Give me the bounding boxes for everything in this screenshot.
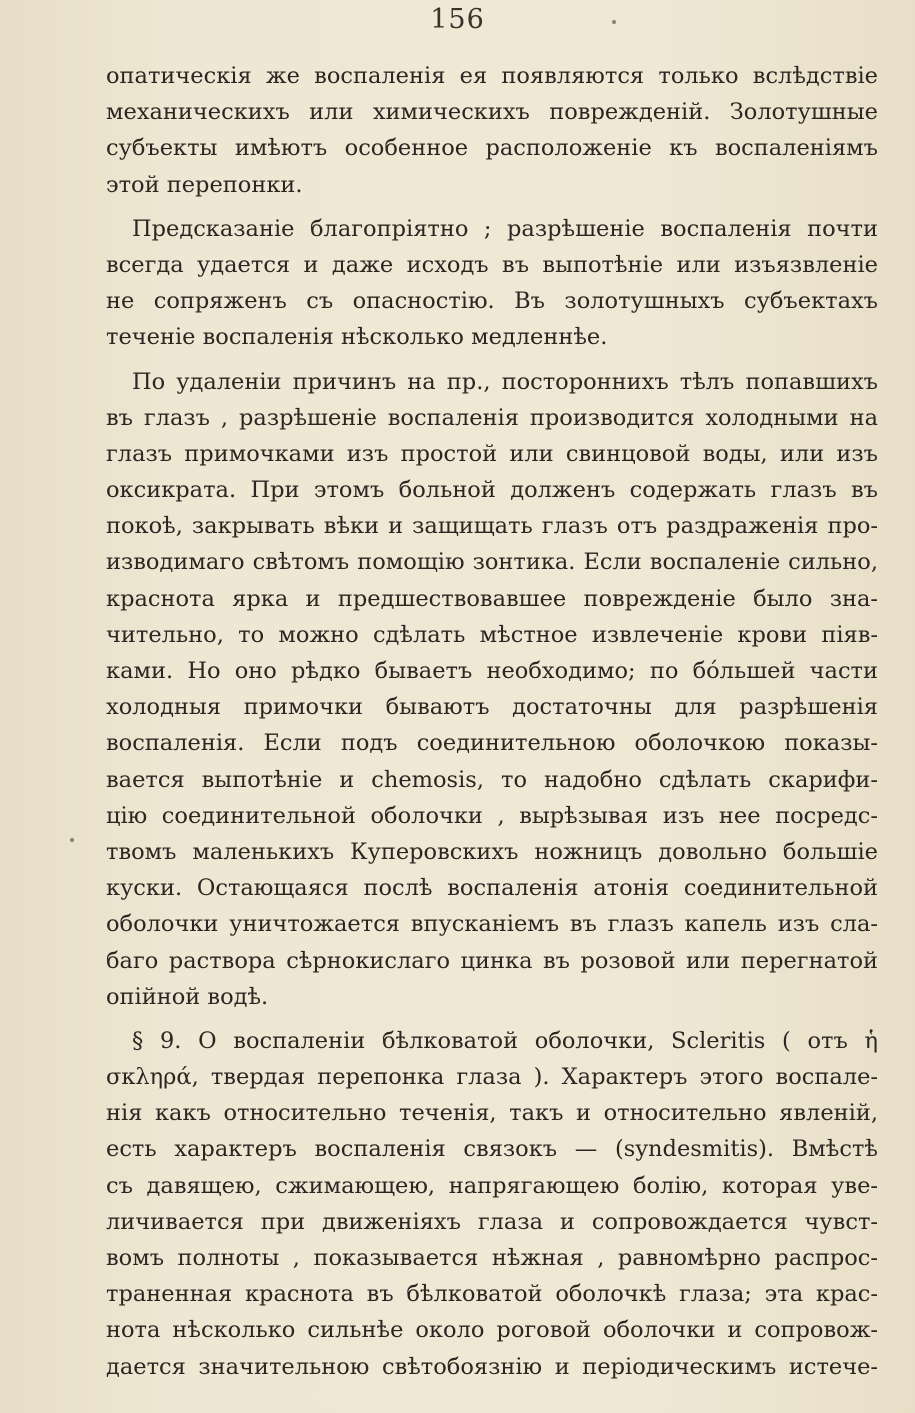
text-line: дается значительною свѣтобоязнію и періодическимъ истече- <box>106 1353 878 1380</box>
text-line: въ глазъ , разрѣшеніе воспаленія производится холодными на <box>106 404 878 431</box>
text-line: изводимаго свѣтомъ помощію зонтика. Если воспаленіе сильно, <box>106 549 878 576</box>
text-line: Предсказаніе благопріятно ; разрѣшеніе воспаленія почти <box>132 215 878 242</box>
text-line: всегда удается и даже исходъ въ выпотѣніе или изъязвленіе <box>106 251 878 278</box>
text-line: теченіе воспаленія нѣсколько медленнѣе. <box>106 324 608 351</box>
text-line: опійной водѣ. <box>106 983 269 1010</box>
text-line: вается выпотѣніе и chemosis, то надобно сдѣлать скарифи- <box>106 766 878 793</box>
text-line: нія какъ относительно теченія, такъ и относительно явленій, <box>106 1100 878 1127</box>
text-line: твомъ маленькихъ Куперовскихъ ножницъ довольно большіе <box>106 838 878 865</box>
text-line: нота нѣсколько сильнѣе около роговой оболочки и сопровож- <box>106 1317 878 1344</box>
text-line: покоѣ, закрывать вѣки и защищать глазъ отъ раздраженія про- <box>106 513 878 540</box>
text-line: механическихъ или химическихъ поврежденій. Золотушные <box>106 99 878 126</box>
text-line: личивается при движеніяхъ глаза и сопровождается чувст- <box>106 1208 878 1235</box>
text-line: холодныя примочки бываютъ достаточны для разрѣшенія <box>106 694 878 721</box>
text-line: вомъ полноты , показывается нѣжная , равномѣрно распрос- <box>106 1245 878 1271</box>
text-line: не сопряженъ съ опасностію. Въ золотушныхъ субъектахъ <box>106 288 878 315</box>
paragraph <box>106 211 878 356</box>
paragraph <box>106 58 878 203</box>
page-number: 156 <box>430 4 485 35</box>
paragraph <box>106 1023 878 1385</box>
text-line: баго раствора сѣрнокислаго цинка въ розовой или перегнатой <box>106 947 878 974</box>
paragraph <box>106 364 878 1015</box>
section-heading-line: § 9. О воспаленіи бѣлковатой оболочки, Scleritis ( отъ ἡ <box>132 1027 878 1054</box>
text-line: съ давящею, сжимающею, напрягающею болію, которая уве- <box>106 1172 878 1199</box>
ink-speck <box>612 20 616 24</box>
text-line: этой перепонки. <box>106 171 303 198</box>
text-line: субъекты имѣютъ особенное расположеніе къ воспаленіямъ <box>106 135 878 162</box>
text-line: опатическія же воспаленія ея появляются только вслѣдствіе <box>106 63 878 89</box>
text-line: траненная краснота въ бѣлковатой оболочкѣ глаза; эта крас- <box>106 1281 878 1308</box>
text-line: куски. Остающаяся послѣ воспаленія атонія соединительной <box>106 875 878 902</box>
text-line: чительно, то можно сдѣлать мѣстное извлеченіе крови піяв- <box>106 621 878 648</box>
body-text <box>106 58 878 1385</box>
text-line: По удаленіи причинъ на пр., постороннихъ тѣлъ попавшихъ <box>132 368 878 395</box>
ink-speck <box>70 838 74 842</box>
text-line: есть характеръ воспаленія связокъ — (syndesmitis). Вмѣстѣ <box>106 1136 878 1163</box>
text-line: краснота ярка и предшествовавшее поврежденіе было зна- <box>106 585 878 612</box>
text-line: оксикрата. При этомъ больной долженъ содержать глазъ въ <box>106 477 878 504</box>
text-line: цію соединительной оболочки , вырѣзывая изъ нее посредс- <box>106 802 878 829</box>
text-line: ками. Но оно рѣдко бываетъ необходимо; по бо́льшей части <box>106 658 878 684</box>
text-line: воспаленія. Если подъ соединительною оболочкою показы- <box>106 730 878 757</box>
text-line: глазъ примочками изъ простой или свинцовой воды, или изъ <box>106 440 878 467</box>
text-line: оболочки уничтожается впусканіемъ въ глазъ капель изъ сла- <box>106 911 878 938</box>
text-line: σκληρά, твердая перепонка глаза ). Характеръ этого воспале- <box>106 1064 878 1091</box>
